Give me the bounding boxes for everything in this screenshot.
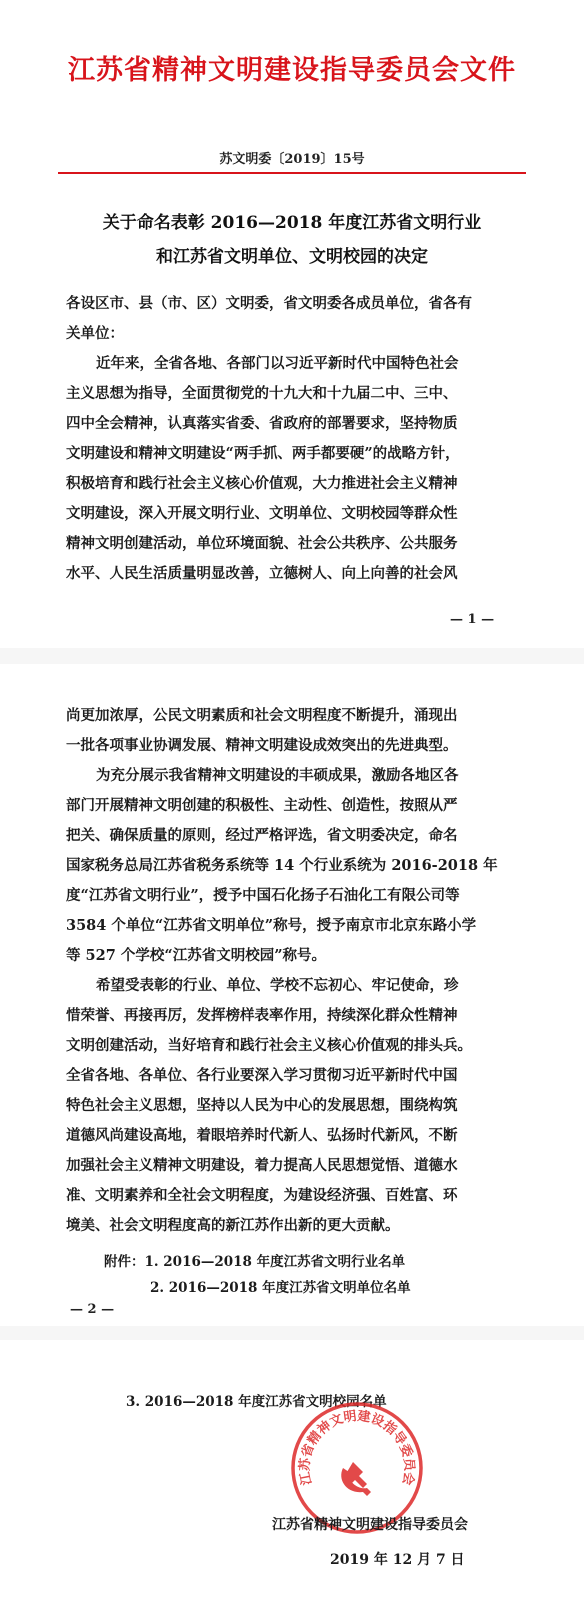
body-line: 全省各地、各单位、各行业要深入学习贯彻习近平新时代中国 [66, 1067, 458, 1084]
body-line: 道德风尚建设高地，着眼培养时代新人、弘扬时代新风，不断 [66, 1127, 458, 1144]
body-line: 惜荣誉、再接再厉，发挥榜样表率作用，持续深化群众性精神 [66, 1007, 458, 1024]
body-line: 文明创建活动，当好培育和践行社会主义核心价值观的排头兵。 [66, 1037, 472, 1054]
body-line: 主义思想为指导，全面贯彻党的十九大和十九届二中、三中、 [66, 385, 458, 402]
page-number-2: — 2 — [70, 1302, 115, 1317]
body-line: 关单位： [66, 325, 124, 342]
body-line: 准、文明素养和全社会文明程度，为建设经济强、百姓富、环 [66, 1187, 458, 1204]
seal-text: 江苏省精神文明建设指导委员会 [297, 1408, 417, 1487]
decision-title-line: 关于命名表彰 2016—2018 年度江苏省文明行业 [102, 213, 482, 233]
body-line: 希望受表彰的行业、单位、学校不忘初心、牢记使命，珍 [96, 977, 459, 994]
attachment-item: 3. 2016—2018 年度江苏省文明校园名单 [126, 1394, 387, 1410]
body-line: 尚更加浓厚，公民文明素质和社会文明程度不断提升，涌现出 [66, 707, 458, 724]
body-line: 文明建设和精神文明建设“两手抓、两手都要硬”的战略方针， [66, 445, 460, 462]
body-line: 各设区市、县（市、区）文明委，省文明委各成员单位，省各有 [66, 295, 472, 312]
page-number-1: — 1 — [450, 612, 495, 627]
issue-date: 2019 年 12 月 7 日 [330, 1552, 465, 1568]
body-line: 境美、社会文明程度高的新江苏作出新的更大贡献。 [66, 1217, 400, 1234]
body-line: 近年来，全省各地、各部门以习近平新时代中国特色社会 [96, 355, 459, 372]
body-line: 水平、人民生活质量明显改善，立德树人、向上向善的社会风 [66, 565, 458, 582]
decision-title [0, 206, 584, 274]
body-line: 度“江苏省文明行业”，授予中国石化扬子石油化工有限公司等 [66, 887, 460, 904]
body-line: 四中全会精神，认真落实省委、省政府的部署要求，坚持物质 [66, 415, 458, 432]
body-line: 特色社会主义思想，坚持以人民为中心的发展思想，围绕构筑 [66, 1097, 458, 1114]
body-line: 精神文明创建活动，单位环境面貌、社会公共秩序、公共服务 [66, 535, 458, 552]
body-line: 等 527 个学校“江苏省文明校园”称号。 [66, 947, 327, 964]
attachment-item: 附件：1. 2016—2018 年度江苏省文明行业名单 [104, 1254, 406, 1270]
body-line: 部门开展精神文明创建的积极性、主动性、创造性，按照从严 [66, 797, 458, 814]
red-header-rule [58, 172, 526, 174]
body-line: 一批各项事业协调发展、精神文明建设成效突出的先进典型。 [66, 737, 458, 754]
document-header-title: 江苏省精神文明建设指导委员会文件 [68, 55, 516, 86]
body-line: 加强社会主义精神文明建设，着力提高人民思想觉悟、道德水 [66, 1157, 458, 1174]
body-line: 国家税务总局江苏省税务系统等 14 个行业系统为 2016-2018 年 [66, 857, 498, 874]
decision-title-line: 和江苏省文明单位、文明校园的决定 [156, 247, 428, 267]
document-number: 苏文明委〔2019〕15号 [219, 152, 365, 167]
page-separator [0, 648, 584, 664]
body-line: 3584 个单位“江苏省文明单位”称号，授予南京市北京东路小学 [66, 917, 477, 934]
attachment-item: 2. 2016—2018 年度江苏省文明单位名单 [150, 1280, 411, 1296]
body-line: 把关、确保质量的原则，经过严格评选，省文明委决定，命名 [66, 827, 458, 844]
body-line: 为充分展示我省精神文明建设的丰硕成果，激励各地区各 [96, 767, 459, 784]
body-line: 文明建设，深入开展文明行业、文明单位、文明校园等群众性 [66, 505, 458, 522]
page-separator [0, 1326, 584, 1340]
signer-name: 江苏省精神文明建设指导委员会 [272, 1517, 468, 1533]
body-line: 积极培育和践行社会主义核心价值观，大力推进社会主义精神 [66, 475, 458, 492]
